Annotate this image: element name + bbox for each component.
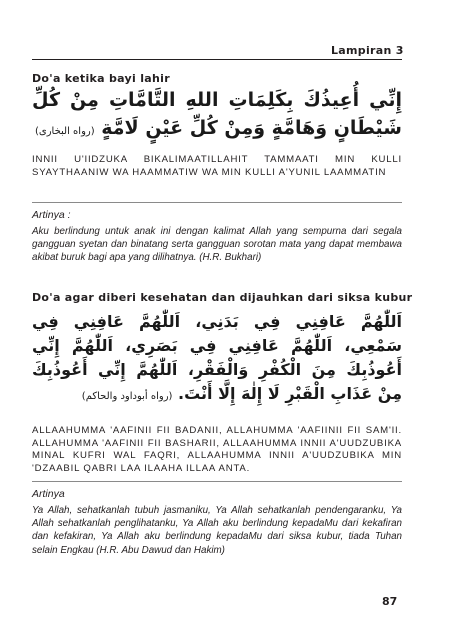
section-title-birth-prayer: Do'a ketika bayi lahir [32, 72, 170, 85]
page-header-title: Lampiran 3 [331, 44, 404, 57]
header-divider [32, 59, 402, 60]
meaning-text-birth-prayer: Aku berlindung untuk anak ini dengan kalimat Allah yang sempurna dari segala gangguan syetan dan binatang serta gangguan sorotan mata yang dapat membawa akibat buruk bagi apa yang dilihatnya. (H.R. Bukhari) [32, 226, 402, 264]
hadith-reference: (رواه البخارى) [34, 126, 95, 137]
transliteration-birth-prayer: INNII U'IIDZUKA BIKALIMAATILLAHIT TAMMAATI MIN KULLI SYAYTHAANIW WA HAAMMATIW WA MIN KULLI A'YUNIL LAAMMATIN [32, 154, 402, 178]
meaning-text-health-prayer: Ya Allah, sehatkanlah tubuh jasmaniku, Ya Allah sehatkanlah pendengaranku, Ya Allah sehatkanlah penglihatanku, Ya Allah aku berlindung kepadaMu dari kekafiran dan kefakiran, Ya Allah aku berlindung kepadaMu dari siksa kubur, tiada Tuhan selain Engkau (H.R. Abu Dawud dan Hakim) [32, 505, 402, 556]
transliteration-health-prayer: ALLAAHUMMA 'AAFINII FII BADANII, ALLAHUMMA 'AAFIINII FII SAM'II. ALLAHUMMA 'AAFINII FII BASHARII, ALLAAHUMMA INNII A'UUDZUBIKA MINAL KUFRI WAL FAQRI, ALLAAHUMMA INNII A'UUDZUBIKA MIN 'DZAABIL QABRI LAA ILAAHA ILLAA ANTA. [32, 425, 402, 474]
arabic-prayer-birth [32, 86, 402, 148]
meaning-label: Artinya : [32, 209, 71, 221]
page-number: 87 [382, 595, 398, 608]
section-title-health-prayer: Do'a agar diberi kesehatan dan dijauhkan dari siksa kubur [32, 291, 413, 304]
meaning-label: Artinya [32, 488, 65, 500]
section-divider [32, 481, 402, 482]
arabic-prayer-health [32, 310, 402, 406]
arabic-text: اَللّٰهُمَّ عَافِنِي فِي بَدَنِي، اَللّٰهُمَّ عَافِنِي فِي سَمْعِي، اَللّٰهُمَّ عَافِنِي فِي بَصَرِي، اَللّٰهُمَّ إِنِّي أَعُوذُبِكَ مِنَ الْكُفْرِ وَالْفَقْرِ، اَللّٰهُمَّ إِنِّي أَعُوذُبِكَ مِنْ عَذَابِ الْقَبْرِ لَا إِلٰهَ إِلَّا أَنْتَ. [32, 312, 402, 403]
section-divider [32, 202, 402, 203]
hadith-reference: (رواه أبوداود والحاكم) [81, 391, 173, 402]
arabic-text: إِنِّي أُعِيذُكَ بِكَلِمَاتِ اللهِ التَّامَّاتِ مِنْ كُلِّ شَيْطَانٍ وَهَامَّةٍ وَمِنْ كُلِّ عَيْنٍ لَامَّةٍ [32, 89, 402, 139]
